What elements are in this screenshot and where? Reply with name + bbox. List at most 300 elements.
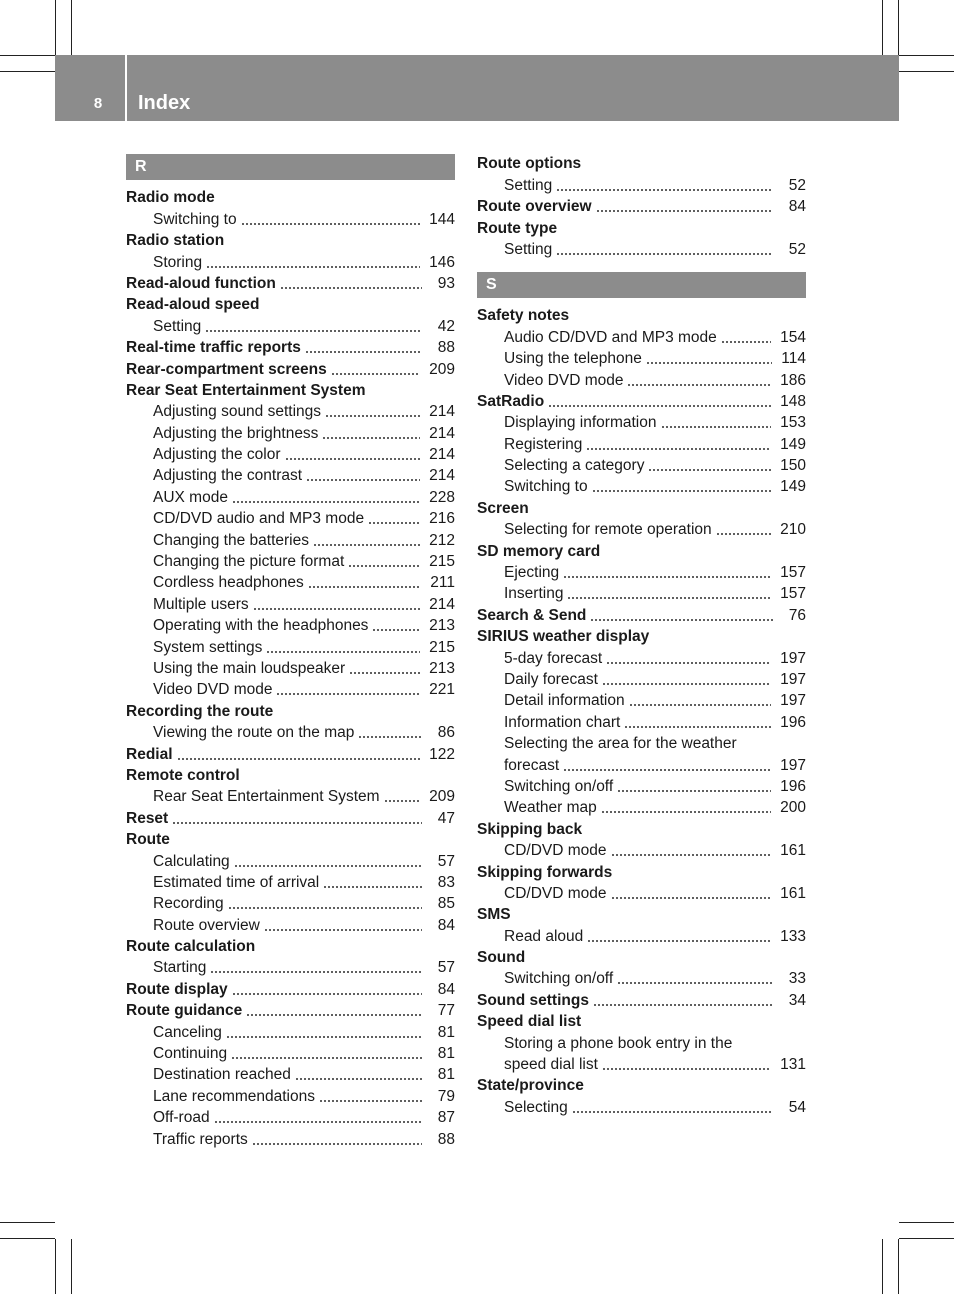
dot-leader (172, 815, 422, 825)
index-subentry (126, 401, 455, 422)
index-subentry (126, 422, 455, 443)
dot-leader (358, 729, 422, 739)
entry-label: Setting (504, 176, 553, 194)
page-reference: 84 (437, 980, 455, 998)
entry-label: Detail information (504, 692, 625, 710)
index-subentry (126, 1107, 455, 1128)
entry-label: CD/DVD audio and MP3 mode (153, 510, 365, 528)
page-reference: 210 (780, 521, 806, 539)
index-subentry (126, 893, 455, 914)
page-reference: 148 (780, 392, 806, 410)
entry-label: Canceling (153, 1023, 222, 1041)
index-subentry (126, 572, 455, 593)
crop-mark (55, 1239, 56, 1294)
index-entry (126, 187, 455, 208)
index-subentry (126, 722, 455, 743)
crop-mark (71, 0, 72, 55)
page-reference: 88 (437, 339, 455, 357)
crop-mark (899, 1238, 954, 1239)
dot-leader (617, 783, 771, 793)
page-reference: 79 (437, 1087, 455, 1105)
page-reference: 146 (429, 253, 455, 271)
dot-leader (567, 590, 771, 600)
dot-leader (629, 697, 772, 707)
header-divider (125, 55, 127, 121)
index-subentry (477, 733, 806, 754)
index-subentry (477, 840, 806, 861)
dot-leader (331, 366, 420, 376)
page-reference: 42 (437, 317, 455, 335)
entry-label: Audio CD/DVD and MP3 mode (504, 328, 717, 346)
dot-leader (368, 515, 420, 525)
crop-mark (899, 55, 954, 56)
index-subentry (126, 444, 455, 465)
entry-label: Real-time traffic reports (126, 339, 301, 357)
dot-leader (322, 430, 420, 440)
entry-label: Route overview (477, 198, 592, 216)
entry-label: Search & Send (477, 606, 587, 624)
entry-label: Selecting (504, 1098, 568, 1116)
entry-label: Recording the route (126, 702, 274, 720)
page-reference: 81 (437, 1023, 455, 1041)
entry-label: Redial (126, 745, 173, 763)
entry-label: Storing a phone book entry in the (504, 1034, 733, 1052)
entry-label: Changing the batteries (153, 531, 309, 549)
index-subentry (126, 786, 455, 807)
page-reference: 93 (437, 274, 455, 292)
index-entry (477, 153, 806, 174)
entry-label: speed dial list (504, 1056, 598, 1074)
index-entry (126, 1000, 455, 1021)
page-reference: 47 (437, 809, 455, 827)
entry-label: Radio mode (126, 189, 215, 207)
entry-label: Weather map (504, 799, 597, 817)
index-subentry (126, 914, 455, 935)
index-entry (477, 540, 806, 561)
page-reference: 87 (437, 1109, 455, 1127)
index-subentry (126, 1085, 455, 1106)
crop-mark (882, 0, 883, 55)
dot-leader (231, 1050, 422, 1060)
entry-label: Skipping back (477, 820, 583, 838)
index-subentry (126, 551, 455, 572)
index-subentry (477, 711, 806, 732)
entry-label: Using the main loudspeaker (153, 659, 346, 677)
dot-leader (276, 686, 420, 696)
index-subentry (477, 776, 806, 797)
entry-label: Route display (126, 980, 228, 998)
entry-label: Destination reached (153, 1066, 291, 1084)
index-subentry (126, 1043, 455, 1064)
index-entry (126, 743, 455, 764)
entry-label: Rear Seat Entertainment System (126, 381, 366, 399)
index-subentry (477, 669, 806, 690)
dot-leader (264, 922, 422, 932)
entry-label: Off-road (153, 1109, 210, 1127)
entry-label: Multiple users (153, 595, 249, 613)
dot-leader (253, 601, 421, 611)
page-reference: 209 (429, 360, 455, 378)
entry-label: Displaying information (504, 414, 657, 432)
dot-leader (280, 280, 422, 290)
index-subentry (126, 1064, 455, 1085)
page-reference: 214 (429, 403, 455, 421)
entry-label: Viewing the route on the map (153, 724, 355, 742)
index-subentry (477, 583, 806, 604)
entry-label: Rear Seat Entertainment System (153, 788, 380, 806)
index-entry (477, 626, 806, 647)
page-reference: 52 (788, 176, 806, 194)
section-spacer (477, 260, 806, 272)
crop-mark (0, 1238, 55, 1239)
entry-label: Continuing (153, 1045, 228, 1063)
index-entry (126, 936, 455, 957)
entry-label: Switching to (153, 210, 237, 228)
index-entry (126, 380, 455, 401)
entry-label: Route type (477, 219, 558, 237)
page-reference: 76 (788, 606, 806, 624)
page-reference: 214 (429, 424, 455, 442)
index-subentry (126, 593, 455, 614)
dot-leader (325, 408, 420, 418)
page-reference: 214 (429, 446, 455, 464)
entry-label: Sound settings (477, 991, 589, 1009)
entry-label: Storing (153, 253, 203, 271)
index-entry (477, 217, 806, 238)
entry-label: Setting (153, 317, 202, 335)
page-reference: 213 (429, 659, 455, 677)
dot-leader (563, 762, 771, 772)
dot-leader (241, 216, 421, 226)
dot-leader (587, 933, 771, 943)
entry-label: SIRIUS weather display (477, 628, 650, 646)
entry-label: Route overview (153, 916, 260, 934)
crop-mark (882, 1239, 883, 1294)
dot-leader (661, 419, 772, 429)
entry-label: State/province (477, 1077, 584, 1095)
entry-label: Using the telephone (504, 350, 642, 368)
index-subentry (477, 562, 806, 583)
index-subentry (477, 174, 806, 195)
dot-leader (716, 526, 771, 536)
index-column-right (477, 153, 806, 1118)
dot-leader (232, 494, 420, 504)
page-reference: 153 (780, 414, 806, 432)
entry-label: Reset (126, 809, 169, 827)
index-entry (126, 807, 455, 828)
dot-leader (572, 1104, 773, 1114)
page-reference: 161 (780, 884, 806, 902)
index-entry (477, 947, 806, 968)
index-subentry (126, 1128, 455, 1149)
entry-label: Traffic reports (153, 1130, 248, 1148)
dot-leader (602, 1061, 771, 1071)
index-entry (126, 273, 455, 294)
index-entry (126, 700, 455, 721)
dot-leader (593, 997, 773, 1007)
index-entry (477, 1011, 806, 1032)
page-reference: 81 (437, 1066, 455, 1084)
index-entry (477, 818, 806, 839)
page-reference: 200 (780, 799, 806, 817)
index-subentry (477, 925, 806, 946)
index-entry (126, 337, 455, 358)
crop-mark (71, 1239, 72, 1294)
index-entry (477, 604, 806, 625)
entry-label: Operating with the headphones (153, 617, 369, 635)
index-subentry (477, 883, 806, 904)
entry-label: Route options (477, 155, 582, 173)
dot-leader (246, 1007, 422, 1017)
index-subentry (477, 1032, 806, 1053)
page-reference: 34 (788, 991, 806, 1009)
entry-label: SatRadio (477, 392, 545, 410)
page-reference: 211 (430, 574, 455, 592)
crop-mark (898, 1239, 899, 1294)
crop-mark (0, 71, 55, 72)
entry-label: Read-aloud speed (126, 296, 260, 314)
dot-leader (611, 890, 772, 900)
dot-leader (177, 751, 421, 761)
index-subentry (126, 315, 455, 336)
dot-leader (228, 900, 422, 910)
dot-leader (205, 323, 422, 333)
entry-label: Video DVD mode (504, 371, 624, 389)
page-reference: 197 (780, 756, 806, 774)
entry-label: Selecting a category (504, 457, 645, 475)
page-reference: 214 (429, 467, 455, 485)
entry-label: Estimated time of arrival (153, 873, 320, 891)
index-subentry (126, 251, 455, 272)
index-entry (126, 294, 455, 315)
page-reference: 197 (780, 692, 806, 710)
page-reference: 86 (437, 724, 455, 742)
page-reference: 88 (437, 1130, 455, 1148)
index-entry (126, 829, 455, 850)
page-reference: 84 (788, 198, 806, 216)
dot-leader (323, 879, 422, 889)
index-subentry (477, 690, 806, 711)
entry-label: Calculating (153, 852, 230, 870)
dot-leader (596, 203, 773, 213)
page-reference: 209 (429, 788, 455, 806)
page-reference: 196 (780, 713, 806, 731)
entry-label: forecast (504, 756, 560, 774)
page-reference: 216 (429, 510, 455, 528)
entry-label: Adjusting sound settings (153, 403, 322, 421)
dot-leader (295, 1071, 422, 1081)
crop-mark (0, 1222, 55, 1223)
index-subentry (477, 455, 806, 476)
index-entry (477, 904, 806, 925)
entry-label: SMS (477, 906, 511, 924)
index-subentry (126, 636, 455, 657)
index-subentry (477, 519, 806, 540)
index-subentry (126, 529, 455, 550)
crop-mark (899, 1222, 954, 1223)
entry-label: Screen (477, 499, 529, 517)
index-subentry (477, 326, 806, 347)
page-reference: 131 (780, 1056, 806, 1074)
page-reference: 154 (780, 328, 806, 346)
entry-label: Speed dial list (477, 1013, 582, 1031)
index-subentry (477, 412, 806, 433)
entry-label: Information chart (504, 713, 621, 731)
entry-label: AUX mode (153, 488, 228, 506)
entry-label: Starting (153, 959, 207, 977)
page-reference: 54 (788, 1098, 806, 1116)
section-letter-heading: S (477, 272, 806, 298)
entry-label: Selecting for remote operation (504, 521, 712, 539)
index-entry (126, 358, 455, 379)
index-subentry (477, 754, 806, 775)
page-reference: 149 (780, 478, 806, 496)
dot-leader (348, 558, 420, 568)
dot-leader (624, 719, 771, 729)
page-reference: 221 (429, 681, 455, 699)
index-entry (126, 765, 455, 786)
entry-label: Route calculation (126, 938, 256, 956)
dot-leader (384, 793, 421, 803)
dot-leader (226, 1029, 422, 1039)
entry-label: Switching to (504, 478, 588, 496)
page-reference: 57 (437, 852, 455, 870)
entry-label: Recording (153, 895, 224, 913)
index-entry (126, 230, 455, 251)
page-reference: 144 (429, 210, 455, 228)
entry-label: Skipping forwards (477, 863, 613, 881)
page-reference: 197 (780, 649, 806, 667)
index-subentry (477, 968, 806, 989)
dot-leader (305, 344, 422, 354)
page-reference: 133 (780, 927, 806, 945)
entry-label: Lane recommendations (153, 1087, 315, 1105)
index-entry (477, 196, 806, 217)
index-subentry (126, 465, 455, 486)
dot-leader (349, 665, 420, 675)
crop-mark (0, 55, 55, 56)
index-subentry (126, 1021, 455, 1042)
index-entry (477, 305, 806, 326)
index-subentry (126, 486, 455, 507)
entry-label: 5-day forecast (504, 649, 603, 667)
index-subentry (477, 647, 806, 668)
entry-label: Route (126, 831, 170, 849)
page-reference: 215 (429, 638, 455, 656)
index-subentry (126, 658, 455, 679)
index-subentry (477, 348, 806, 369)
page-reference: 77 (437, 1002, 455, 1020)
entry-label: Switching on/off (504, 777, 614, 795)
index-entry (477, 989, 806, 1010)
page-reference: 84 (437, 916, 455, 934)
index-subentry (477, 797, 806, 818)
crop-mark (898, 0, 899, 55)
dot-leader (617, 975, 773, 985)
page-reference: 212 (429, 531, 455, 549)
entry-label: System settings (153, 638, 263, 656)
index-entry (477, 391, 806, 412)
entry-label: Safety notes (477, 307, 570, 325)
entry-label: SD memory card (477, 542, 601, 560)
page-reference: 114 (781, 350, 806, 368)
page-reference: 81 (437, 1045, 455, 1063)
dot-leader (266, 644, 420, 654)
dot-leader (563, 569, 771, 579)
entry-label: Remote control (126, 766, 240, 784)
section-letter-heading: R (126, 154, 455, 180)
index-column-left (126, 154, 455, 1150)
index-subentry (126, 679, 455, 700)
entry-label: CD/DVD mode (504, 842, 607, 860)
dot-leader (648, 462, 771, 472)
dot-leader (306, 472, 420, 482)
page-reference: 186 (780, 371, 806, 389)
page-reference: 83 (437, 873, 455, 891)
page-reference: 214 (429, 595, 455, 613)
page-number: 8 (93, 95, 103, 112)
dot-leader (308, 579, 421, 589)
page-reference: 157 (780, 585, 806, 603)
entry-label: Daily forecast (504, 670, 598, 688)
entry-label: Route guidance (126, 1002, 243, 1020)
index-subentry (126, 850, 455, 871)
entry-label: Adjusting the color (153, 446, 281, 464)
index-subentry (477, 1096, 806, 1117)
dot-leader (319, 1093, 422, 1103)
dot-leader (556, 246, 773, 256)
dot-leader (234, 858, 422, 868)
dot-leader (210, 964, 422, 974)
index-subentry (126, 872, 455, 893)
index-subentry (477, 1054, 806, 1075)
page-reference: 213 (429, 617, 455, 635)
index-subentry (126, 615, 455, 636)
entry-label: Inserting (504, 585, 564, 603)
index-entry (477, 497, 806, 518)
entry-label: Sound (477, 949, 526, 967)
page-reference: 161 (780, 842, 806, 860)
index-subentry (477, 433, 806, 454)
dot-leader (586, 441, 771, 451)
index-entry (477, 1075, 806, 1096)
page-reference: 33 (788, 970, 806, 988)
index-subentry (477, 476, 806, 497)
dot-leader (627, 377, 771, 387)
page-reference: 196 (780, 777, 806, 795)
dot-leader (206, 259, 420, 269)
index-subentry (126, 208, 455, 229)
entry-label: Switching on/off (504, 970, 614, 988)
index-subentry (126, 508, 455, 529)
dot-leader (646, 355, 772, 365)
entry-label: Read aloud (504, 927, 584, 945)
dot-leader (602, 676, 771, 686)
dot-leader (252, 1136, 422, 1146)
dot-leader (721, 334, 771, 344)
entry-label: Read-aloud function (126, 274, 276, 292)
entry-label: Ejecting (504, 564, 560, 582)
entry-label: Setting (504, 240, 553, 258)
crop-mark (55, 0, 56, 55)
page-reference: 122 (429, 745, 455, 763)
dot-leader (592, 483, 772, 493)
dot-leader (313, 537, 420, 547)
dot-leader (601, 804, 771, 814)
page-title: Index (138, 92, 191, 114)
entry-label: Video DVD mode (153, 681, 273, 699)
entry-label: Selecting the area for the weather (504, 735, 737, 753)
